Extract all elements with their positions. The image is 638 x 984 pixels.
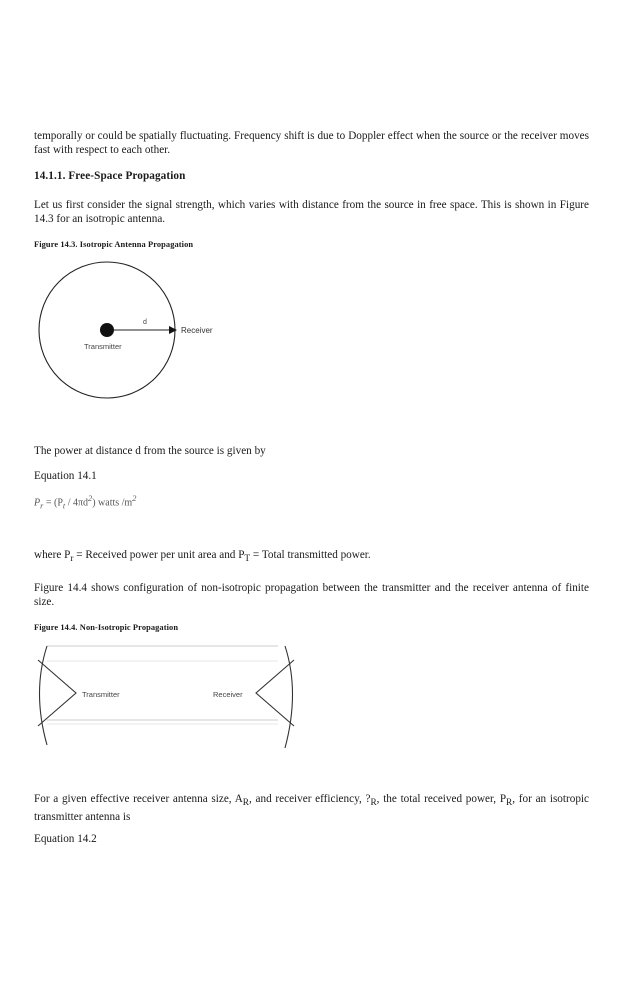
isotropic-propagation-figure <box>30 260 230 430</box>
figure-14-3-caption: Figure 14.3. Isotropic Antenna Propagation <box>34 240 194 249</box>
where-sub-t: T <box>244 554 251 565</box>
receiver-label: Receiver <box>213 690 243 699</box>
power-paragraph: The power at distance d from the source is given by <box>34 445 266 457</box>
given-paragraph <box>34 792 589 824</box>
given-end: , for an isotropic transmitter antenna is <box>34 793 589 824</box>
intro-paragraph: temporally or could be spatially fluctuating. Frequency shift is due to Doppler effect when the source or the receiver moves fast with respect to each other. <box>34 130 589 156</box>
given-mid: , and receiver efficiency, ? <box>249 793 371 805</box>
receiver-antenna-curve <box>285 646 293 748</box>
given-sub-p: R <box>506 798 513 809</box>
transmitter-antenna-curve <box>40 646 48 745</box>
where-sub-r: r <box>70 554 74 565</box>
figure-14-4-caption: Figure 14.4. Non-Isotropic Propagation <box>34 623 179 632</box>
equation-14-1-formula <box>34 494 136 510</box>
formula-lhs-sub: r <box>40 501 44 511</box>
transmitter-label: Transmitter <box>82 690 120 699</box>
equation-14-2-label: Equation 14.2 <box>34 833 97 845</box>
transmitter-antenna-wedge <box>38 660 76 726</box>
formula-lhs: P <box>34 497 41 509</box>
section-heading: 14.1.1. Free-Space Propagation <box>34 170 186 182</box>
formula-rhs-close: ) watts /m <box>92 497 133 509</box>
equation-14-1-label: Equation 14.1 <box>34 470 97 482</box>
distance-arrowhead <box>169 326 177 334</box>
transmitter-label: Transmitter <box>84 342 122 351</box>
receiver-antenna-wedge <box>256 660 294 726</box>
distance-label: d <box>143 319 147 326</box>
figure-ref-paragraph: Figure 14.4 shows configuration of non-isotropic propagation between the transmitter and the receiver antenna of finite size. <box>34 582 589 608</box>
formula-rhs-mid: / 4πd <box>65 497 89 509</box>
consider-paragraph: Let us first consider the signal strength, which varies with distance from the source in free space. This is shown in Figure 14.3 for an isotropic antenna. <box>34 199 589 225</box>
formula-rhs-open: = (P <box>43 497 63 509</box>
given-sub-eta: R <box>370 798 377 809</box>
formula-rhs-sub: t <box>62 501 66 511</box>
given-sub-a: R <box>242 798 250 809</box>
where-prefix: where P <box>34 549 71 561</box>
formula-unit-sup: 2 <box>132 494 137 503</box>
where-paragraph <box>34 548 589 566</box>
non-isotropic-propagation-figure <box>30 640 300 755</box>
transmitter-dot <box>100 323 114 337</box>
given-start: For a given effective receiver antenna size, A <box>34 793 243 805</box>
formula-rhs-sup: 2 <box>88 494 93 503</box>
given-mid2: , the total received power, P <box>376 793 507 805</box>
where-mid: = Received power per unit area and P <box>73 549 245 561</box>
receiver-label: Receiver <box>181 326 213 335</box>
where-end: = Total transmitted power. <box>250 549 371 561</box>
